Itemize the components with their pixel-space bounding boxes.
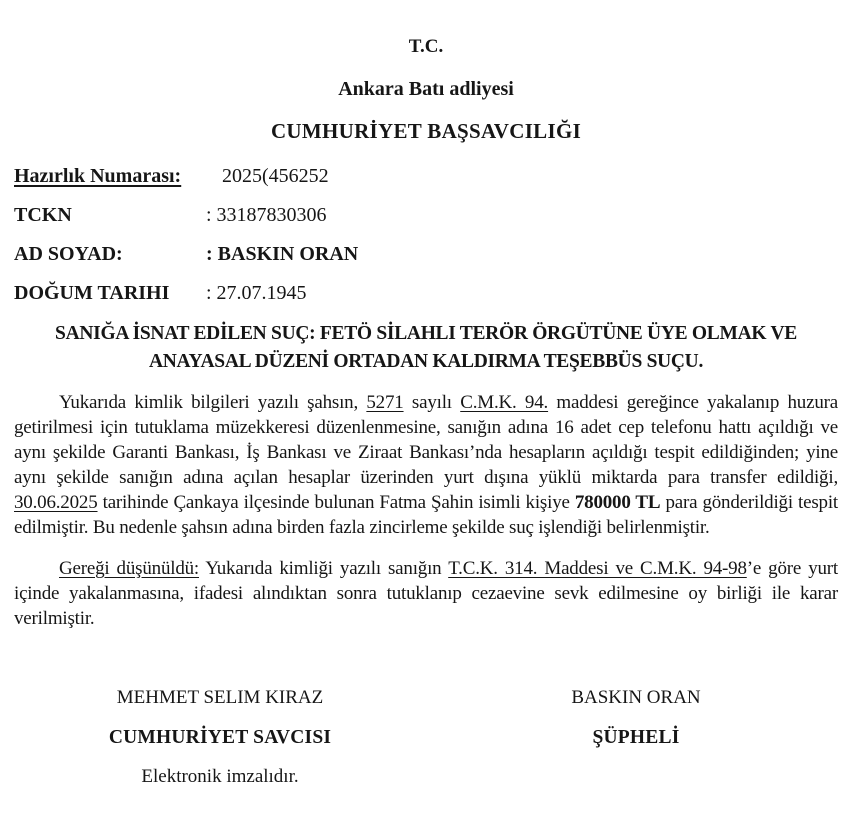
- electronic-signature-note: Elektronik imzalıdır.: [141, 766, 299, 787]
- document-header: [14, 36, 838, 142]
- suspect-name: BASKIN ORAN: [571, 687, 701, 708]
- case-number-label: Hazırlık Numarası:: [14, 165, 182, 187]
- legal-articles-reference: T.C.K. 314. Maddesi ve C.M.K. 94-98: [448, 558, 747, 579]
- paragraph1-text: maddesi gereğince yakalanıp huzura getirilmesi için tutuklama müzekkeresi düzenlenmesine, sanığın adına 16 adet cep telefonu hattı açıldığı ve aynı şekilde Garanti Bankası, İş Bankası ve Ziraat Bankası’nda hesapların açıldığı tespit edildiğinden; yine aynı şekilde sanığın adına açılan hesaplar üzerinden yurt dışına yüklü miktarda para transfer edildiği,: [14, 392, 838, 488]
- paragraph-resolution: [14, 556, 838, 631]
- suspect-signature-column: [426, 685, 846, 789]
- case-number-value: 2025(456252: [222, 165, 329, 187]
- suspect-title: ŞÜPHELİ: [592, 727, 680, 748]
- charge-heading-line2: ANAYASAL DÜZENİ ORTADAN KALDIRMA TEŞEBBÜS SUÇU.: [148, 351, 704, 372]
- charge-heading: [14, 320, 838, 376]
- prosecutor-title: CUMHURİYET SAVCISI: [108, 727, 332, 748]
- birth-date-value: : 27.07.1945: [206, 282, 307, 304]
- signature-block: [14, 685, 838, 789]
- prosecutor-signature-column: [14, 685, 426, 789]
- field-row-case-number: [14, 164, 838, 188]
- field-row-birth-date: [14, 281, 838, 305]
- republic-title: T.C.: [408, 36, 444, 57]
- name-value: : BASKIN ORAN: [206, 243, 359, 265]
- cmk-94-reference: C.M.K. 94.: [460, 392, 549, 413]
- paragraph1-text: tarihinde Çankaya ilçesinde bulunan Fatma Şahin isimli kişiye: [97, 492, 575, 513]
- field-row-tckn: [14, 203, 838, 227]
- transfer-date: 30.06.2025: [14, 492, 98, 513]
- name-label: AD SOYAD:: [14, 243, 123, 265]
- paragraph1-text: Yukarıda kimlik bilgileri yazılı şahsın,: [59, 392, 367, 413]
- tckn-label: TCKN: [14, 204, 72, 226]
- paragraph-detention-order: [14, 390, 838, 540]
- paragraph1-text: sayılı: [403, 392, 461, 413]
- paragraph1-text: para gönderildiği tespit edilmiştir. Bu nedenle şahsın adına birden fazla zincirleme şekilde suç işlendiği belirlenmiştir.: [14, 492, 839, 538]
- tckn-value: : 33187830306: [206, 204, 327, 226]
- identity-fields: [14, 164, 838, 305]
- paragraph2-text: Yukarıda kimliği yazılı sanığın: [199, 558, 449, 579]
- resolution-intro: Gereği düşünüldü:: [59, 558, 199, 579]
- prosecutor-office-title: CUMHURİYET BAŞSAVCILIĞI: [270, 119, 582, 143]
- courthouse-name: Ankara Batı adliyesi: [338, 78, 514, 100]
- prosecutor-name: MEHMET SELIM KIRAZ: [116, 687, 324, 708]
- paragraph2-text: ’e göre yurt içinde yakalanmasına, ifadesi alındıktan sonra tutuklanıp cezaevine sevk edilmesine oy birliği ile karar verilmiştir.: [14, 558, 838, 629]
- law-number-5271: 5271: [366, 392, 404, 413]
- field-row-name: [14, 242, 838, 266]
- transfer-amount: 780000 TL: [574, 492, 661, 513]
- birth-date-label: DOĞUM TARIHI: [14, 282, 170, 304]
- charge-heading-line1: SANIĞA İSNAT EDİLEN SUÇ: FETÖ SİLAHLI TERÖR ÖRGÜTÜNE ÜYE OLMAK VE: [55, 323, 797, 344]
